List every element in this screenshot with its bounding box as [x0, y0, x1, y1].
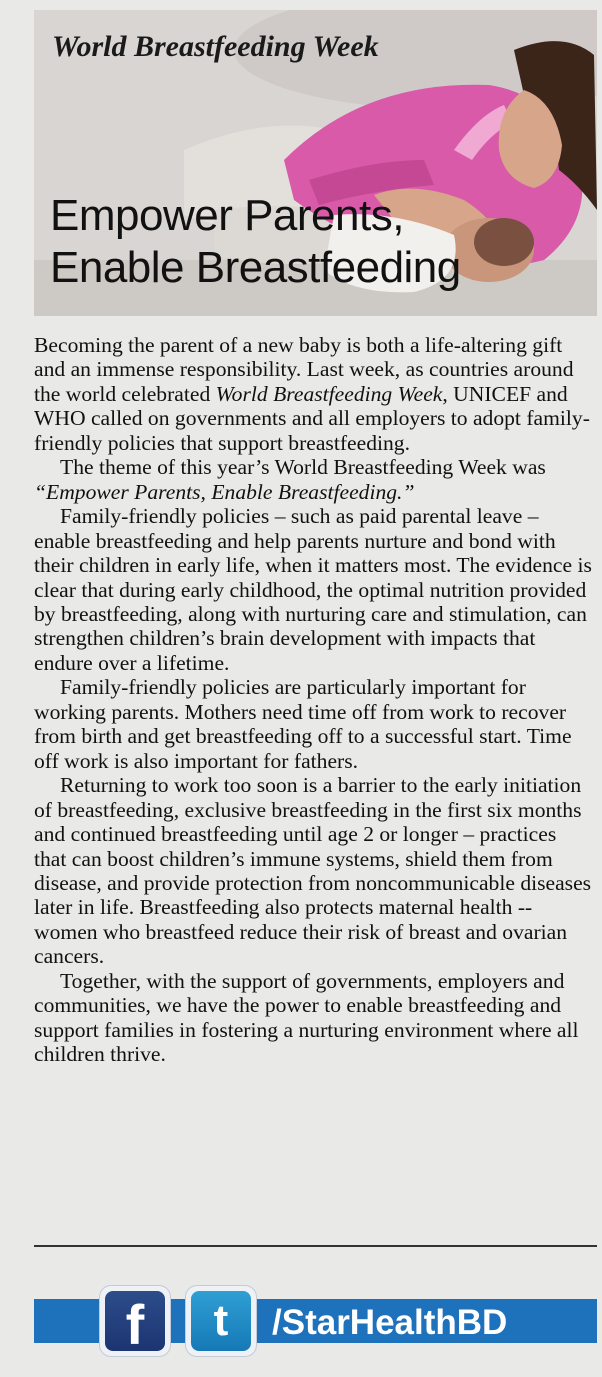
text-run: , UNICEF and WHO called on governments and all employers to adopt family-friendly policies that support breastfeeding.	[34, 381, 590, 455]
text-run: Becoming the parent of a new baby is both a life-altering gift and an immense responsibility. Last week, as countries around the world celebrated	[34, 333, 574, 406]
text-run: The theme of this year’s World Breastfeeding Week was	[60, 455, 546, 480]
facebook-icon[interactable]: f	[100, 1286, 170, 1356]
article-body	[34, 333, 594, 1067]
headline-line-2: Enable Breastfeeding	[50, 243, 461, 292]
social-handle[interactable]: /StarHealthBD	[272, 1303, 508, 1342]
paragraph	[34, 455, 594, 504]
header-banner	[34, 10, 597, 316]
twitter-icon[interactable]: t	[186, 1286, 256, 1356]
italic-text: “Empower Parents, Enable Breastfeeding.”	[34, 479, 415, 504]
section-kicker: World Breastfeeding Week	[52, 30, 379, 63]
headline	[50, 190, 461, 294]
headline-line-1: Empower Parents,	[50, 191, 404, 240]
paragraph	[34, 333, 594, 455]
paragraph	[34, 504, 594, 675]
divider	[34, 1245, 597, 1247]
social-footer	[34, 1272, 597, 1355]
italic-text: World Breastfeeding Week	[215, 381, 443, 406]
text-run: Family-friendly policies – such as paid parental leave – enable breastfeeding and help parents nurture and bond with their children in early life, when it matters most. The evidence is clear that during early childhood, the optimal nutrition provided by breastfeeding, along with nurturing care and stimulation, can strengthen children’s brain development with impacts that endure over a lifetime.	[34, 504, 592, 675]
text-run: Together, with the support of governments, employers and communities, we have the power to enable breastfeeding and support families in fostering a nurturing environment where all children thrive.	[34, 968, 579, 1067]
paragraph	[34, 773, 594, 969]
text-run: Returning to work too soon is a barrier to the early initiation of breastfeeding, exclusive breastfeeding in the first six months and continued breastfeeding until age 2 or longer – practices that can boost children’s immune systems, shield them from disease, and provide protection from noncommunicable diseases later in life. Breastfeeding also protects maternal health -- women who breastfeed reduce their risk of breast and ovarian cancers.	[34, 773, 592, 969]
text-run: Family-friendly policies are particularly important for working parents. Mothers need time off from work to recover from birth and get breastfeeding off to a successful start. Time off work is also important for fathers.	[34, 675, 572, 773]
paragraph	[34, 969, 594, 1067]
paragraph	[34, 675, 594, 773]
